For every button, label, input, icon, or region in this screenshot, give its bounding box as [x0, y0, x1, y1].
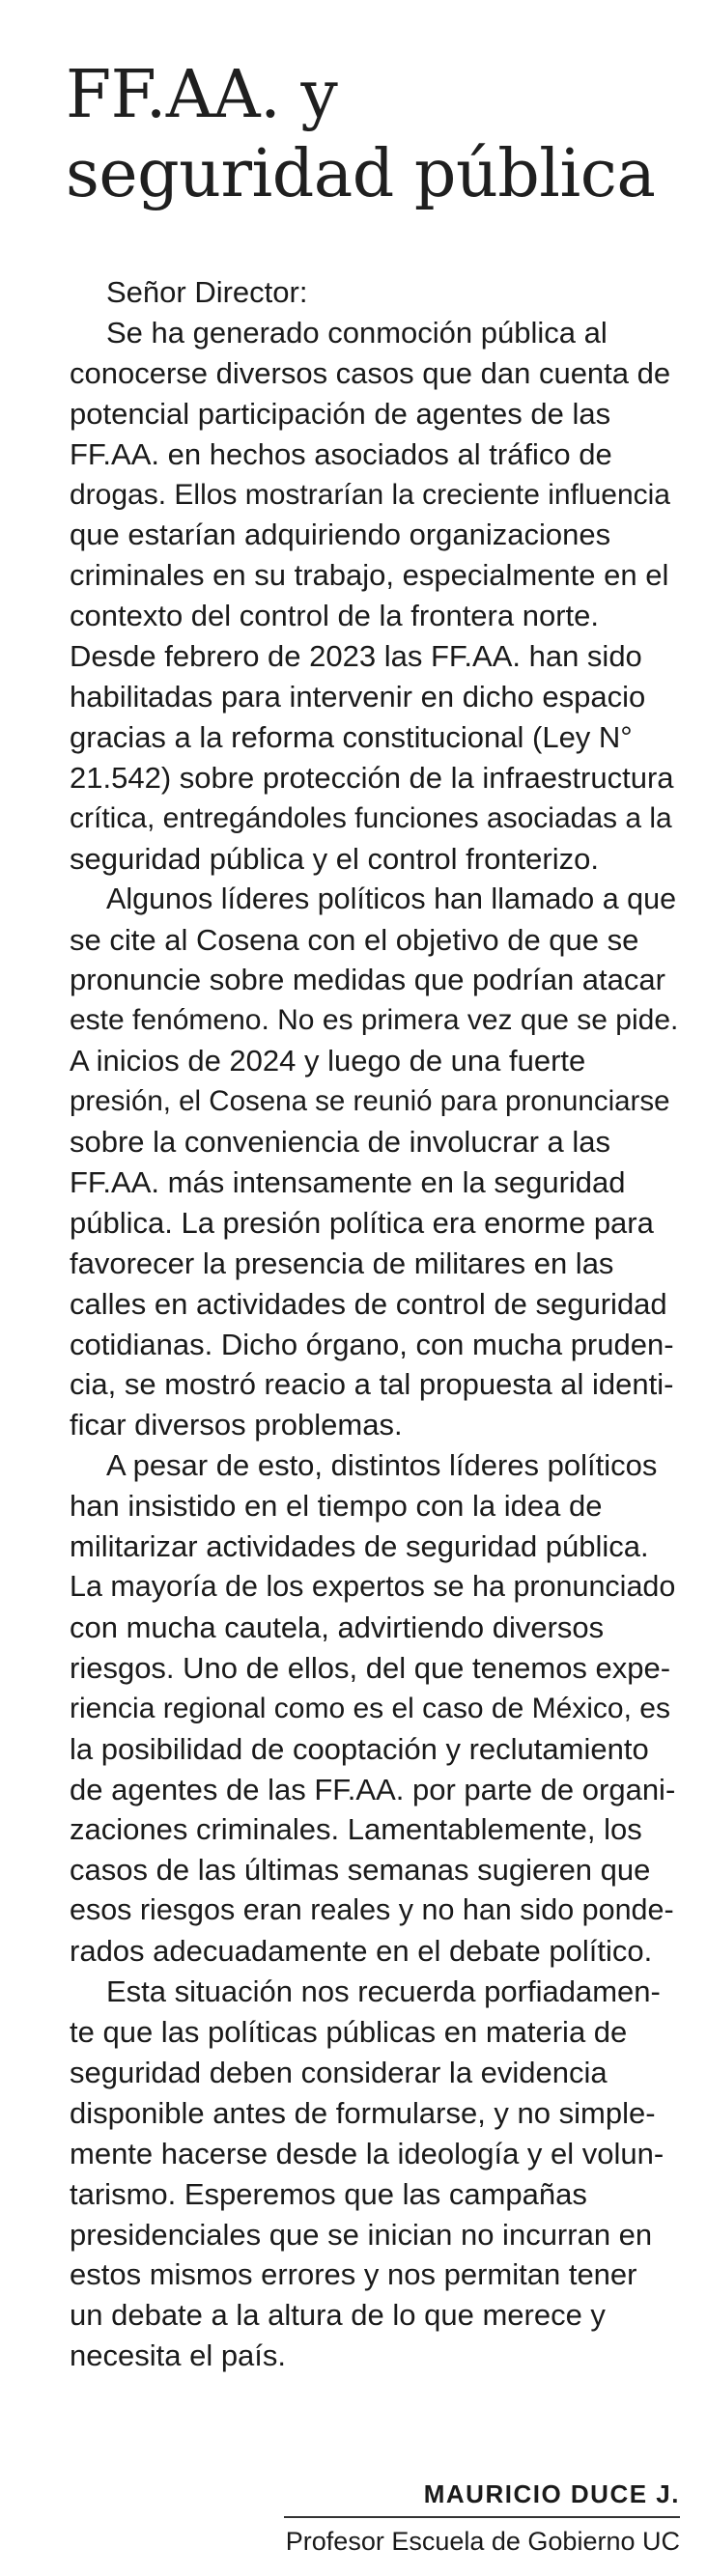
body-line: drogas. Ellos mostrarían la creciente influencia — [70, 478, 670, 511]
body-line: La mayoría de los expertos se ha pronunciado — [70, 1570, 676, 1603]
body-line: pronuncie sobre medidas que podrían atacar — [70, 963, 665, 997]
body-line: militarizar actividades de seguridad pública. — [70, 1529, 649, 1564]
body-line: estos mismos errores y nos permitan tener — [70, 2257, 637, 2292]
body-line: riesgos. Uno de ellos, del que tenemos expe- — [70, 1650, 671, 1685]
body-line: cotidianas. Dicho órgano, con mucha pruden- — [70, 1327, 674, 1361]
body-line: crítica, entregándoles funciones asociadas a la — [70, 801, 672, 834]
body-line: habilitadas para intervenir en dicho espacio — [70, 680, 646, 714]
body-line: cia, se mostró reacio a tal propuesta al identi- — [70, 1367, 674, 1402]
body-line: FF.AA. en hechos asociados al tráfico de — [70, 436, 612, 471]
signature-block — [284, 2478, 680, 2559]
body-line: 21.542) sobre protección de la infraestructura — [70, 760, 674, 795]
body-line: que estarían adquiriendo organizaciones — [70, 518, 611, 552]
signature-divider — [284, 2516, 680, 2518]
body-line: de agentes de las FF.AA. por parte de organi- — [70, 1772, 676, 1806]
body-line: Se ha generado conmoción pública al — [106, 315, 608, 350]
body-line: te que las políticas públicas en materia de — [70, 2014, 628, 2049]
body-line: riencia regional como es el caso de México, es — [70, 1692, 670, 1724]
body-line: Esta situación nos recuerda porfiadamen- — [106, 1974, 661, 2009]
body-line: se cite al Cosena con el objetivo de que se — [70, 922, 639, 957]
body-line: esos riesgos eran reales y no han sido ponde- — [70, 1893, 674, 1927]
headline-line-2: seguridad pública — [66, 136, 656, 212]
body-line: han insistido en el tiempo con la idea de — [70, 1489, 603, 1524]
body-line: tarismo. Esperemos que las campañas — [70, 2176, 587, 2211]
body-line: ficar diversos problemas. — [70, 1408, 403, 1442]
body-line: gracias a la reforma constitucional (Ley N° — [70, 719, 633, 754]
body-line: favorecer la presencia de militares en las — [70, 1246, 614, 1280]
body-line: calles en actividades de control de seguridad — [70, 1286, 667, 1321]
body-line: disponible antes de formularse, y no simple- — [70, 2095, 656, 2130]
body-line: sobre la conveniencia de involucrar a las — [70, 1125, 611, 1160]
body-line: presión, el Cosena se reunió para pronunciarse — [70, 1085, 670, 1118]
body-line: criminales en su trabajo, especialmente en el — [70, 558, 669, 593]
headline — [66, 56, 684, 214]
body-line: A inicios de 2024 y luego de una fuerte — [70, 1044, 586, 1078]
body-line: Señor Director: — [106, 275, 308, 309]
body-line: la posibilidad de cooptación y reclutamiento — [70, 1731, 649, 1766]
author-title: Profesor Escuela de Gobierno UC — [285, 2527, 680, 2556]
body-line: Algunos líderes políticos han llamado a que — [106, 882, 677, 915]
body-line: zaciones criminales. Lamentablemente, los — [70, 1812, 642, 1847]
body-line: seguridad pública y el control fronterizo. — [70, 841, 599, 876]
body-line: FF.AA. más intensamente en la seguridad — [70, 1164, 626, 1199]
body-line: mente hacerse desde la ideología y el volun- — [70, 2136, 665, 2170]
body-line: conocerse diversos casos que dan cuenta de — [70, 355, 671, 390]
body-line: con mucha cautela, advirtiendo diversos — [70, 1610, 605, 1644]
body-line: rados adecuadamente en el debate político. — [70, 1934, 653, 1969]
body-line: potencial participación de agentes de las — [70, 396, 611, 431]
headline-line-1: FF.AA. y — [66, 57, 338, 133]
body-line: seguridad deben considerar la evidencia — [70, 2055, 608, 2089]
body-line: un debate a la altura de lo que merece y — [70, 2298, 606, 2333]
body-line: pública. La presión política era enorme para — [70, 1205, 654, 1240]
body-line: contexto del control de la frontera norte. — [70, 599, 599, 633]
body-line: este fenómeno. No es primera vez que se pide. — [70, 1004, 679, 1037]
body-line: A pesar de esto, distintos líderes políticos — [106, 1448, 658, 1483]
body-line: casos de las últimas semanas sugieren que — [70, 1853, 651, 1888]
author-name: MAURICIO DUCE J. — [423, 2479, 680, 2508]
body-line: presidenciales que se inician no incurran en — [70, 2217, 653, 2252]
body-line: necesita el país. — [70, 2338, 287, 2373]
body-line: Desde febrero de 2023 las FF.AA. han sido — [70, 639, 642, 674]
letter-body — [70, 272, 678, 2376]
